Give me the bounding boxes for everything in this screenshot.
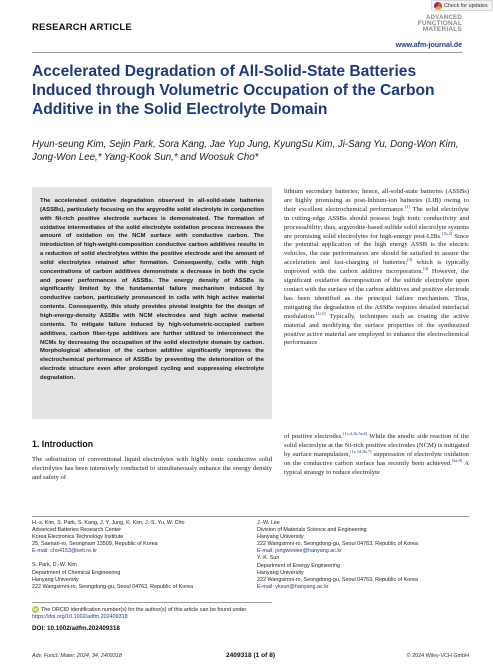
email-link[interactable]: E-mail: yksun@hanyang.ac.kr <box>257 583 329 590</box>
affiliation-line: 222 Wangsimni-ro, Seongdong-gu, Seoul 04763, Republic of Korea <box>257 541 419 548</box>
orcid-note-text: The ORCID identification number(s) for the author(s) of this article can be found under <box>41 606 247 613</box>
affiliation-line: 222 Wangsimni-ro, Seongdong-gu, Seoul 04763, Republic of Korea <box>257 576 419 583</box>
article-doi: DOI: 10.1002/adfm.202409318 <box>32 625 120 632</box>
citation-link[interactable]: [1b,2] <box>441 230 453 236</box>
abstract <box>32 187 272 419</box>
affiliation-line: J.-W. Lee <box>257 520 280 526</box>
page-header <box>32 16 462 52</box>
affiliation-line: 25, Saenari-ro, Seongnam 13509, Republic of Korea <box>32 541 158 548</box>
citation-link[interactable]: [3] <box>407 257 413 263</box>
body-text: Typically, techniques such as coating the active material and modifying the surface properties of the synthesized positive active material are employed to enhance the electrochemical performance <box>284 312 469 347</box>
introduction-section <box>32 440 272 483</box>
footer-copyright: © 2024 Wiley-VCH GmbH <box>406 653 469 659</box>
journal-logo <box>418 16 462 33</box>
check-for-updates-label: Check for updates <box>444 2 488 9</box>
journal-logo-line2: FUNCTIONAL <box>417 20 462 28</box>
footer-citation: Adv. Funct. Mater. 2024, 34, 2409318 <box>32 653 122 659</box>
affiliation-line: Department of Energy Engineering <box>257 562 341 569</box>
citation-link[interactable]: [1] <box>404 203 410 209</box>
citation-link[interactable]: [1c,d,1h,5a,6] <box>342 430 368 436</box>
journal-logo-line1: ADVANCED <box>426 15 462 21</box>
article-title: Accelerated Degradation of All-Solid-State Batteries Induced through Volumetric Occupation of the Carbon Additive in the Solid Electrolyte Domain <box>32 63 435 118</box>
email-link[interactable]: E-mail: cho4153@keti.re.kr <box>32 548 98 555</box>
body-right-column-continued <box>284 430 469 478</box>
crossmark-icon <box>434 2 442 10</box>
header-divider <box>32 52 462 53</box>
citation-link[interactable]: [1f,5] <box>315 310 326 316</box>
affiliation-line: Hanyang University <box>32 576 79 583</box>
orcid-divider <box>32 602 272 603</box>
journal-logo-line3: MATERIALS <box>422 26 462 34</box>
author-list: Hyun-seung Kim, Sejin Park, Sora Kang, Jae Yup Jung, KyungSu Kim, Ji-Sang Yu, Dong-Won Kim, Jong-Won Lee,* Yang-Kook Sun,* and Woosuk Cho* <box>32 139 459 164</box>
body-paragraph <box>284 188 469 348</box>
footer-page-number: 2409318 (1 of 8) <box>225 652 276 659</box>
body-text: The solid electrolyte in cutting-edge ASSBs should possess high ionic conductivity and processability; thus, argyrodite-based sulfide solid electrolyte systems are promising solid electrolytes for high-energy post-LIBs. <box>284 205 469 240</box>
affiliations-left <box>32 520 272 591</box>
email-link[interactable]: E-mail: jongwonlee@hanyang.ac.kr <box>257 548 342 555</box>
introduction-text: The substitution of conventional liquid electrolytes with highly ionic conductive solid electrolytes has been intensively conducted to simultaneously enhance the energy density and safety of <box>32 455 272 481</box>
body-text: While the anodic side reaction of the solid electrolyte at the Ni-rich positive electrodes (NCM) is mitigated by surface manipulation, <box>284 433 469 458</box>
body-right-column <box>284 188 469 348</box>
orcid-note <box>32 606 272 621</box>
affiliation-line: 222 Wangsimni-ro, Seongdong-gu, Seoul 04763, Republic of Korea <box>32 583 194 590</box>
affiliation-line: Korea Electronics Technology Institute <box>32 534 124 541</box>
body-text: of positive electrodes. <box>284 433 343 440</box>
affiliation-line: Division of Materials Science and Engineering <box>257 527 367 534</box>
body-text: which is typically improved with the carbon additive incorporation. <box>284 259 469 276</box>
abstract-text: The accelerated oxidative degradation observed in all-solid-state batteries (ASSBs), particularly focusing on the argyrodite solid electrolyte in conjunction with Ni-rich positive electrode surfaces is demonstrated. The formation of oxidative intermediates of the solid electrolyte oxidation process increases the amount of oxidation on the NCM surface with conductive carbon. The introduction of high-weight-composition conductive carbon additives results in a reduction of solid electrolytes within the positive electrode and the amount of solid electrolytes retained after formation. Consequently, cells with high concentrations of carbon additives demonstrate a decrease in both the cycle and power performances of ASSBs. The energy density of ASSBs is significantly limited by the fundamental failure mechanism induced by conductive carbon, particularly pronounced in cells with high active material contents. Consequently, this study provides pivotal insights for the design of high-energy-density ASSBs with NCM electrodes and high active material contents. To mitigate failure induced by high-volumetric-occupied carbon additives, carbon fiber-type additives are further utilized to interconnect the NCMs by decreasing the occupation of the solid electrolyte domain by carbon. Morphological alteration of the carbon additive significantly improves the electrochemical performance of ASSBs by preventing the deterioration of the electrode structure even after prolonged cycling and suppressing electrolyte degradation. <box>40 198 264 381</box>
body-text: However, the significant oxidative decomposition of the sulfide electrolyte upon contact with the surface of the carbon additives and positive electrode has been identified as the principal failure mechanism. Thus, mitigating the degradation of the ASSBs requires detailed interfacial modulation. <box>284 268 470 320</box>
body-text: suppression of electrolyte oxidation on the conductive carbon surface has recently been achieved. <box>284 450 469 467</box>
check-for-updates-button[interactable] <box>431 0 493 11</box>
affiliation-spacer <box>32 555 272 562</box>
affiliation-line: H.-s. Kim, S. Park, S. Kang, J. Y. Jung, K. Kim, J.-S. Yu, W. Cho <box>32 520 185 526</box>
section-heading-introduction: 1. Introduction <box>32 439 94 449</box>
journal-url-link[interactable]: www.afm-journal.de <box>395 42 462 49</box>
body-text: A typical strategy to reduce electrolyte <box>284 459 469 476</box>
body-text: lithium secondary batteries; hence, all-solid-state batteries (ASSBs) are highly promising as post-lithium-ion batteries (LIB) owing to their excellent electrochemical performance. <box>284 188 469 213</box>
page-footer <box>32 652 469 662</box>
citation-link[interactable]: [4a,8] <box>451 457 463 463</box>
citation-link[interactable]: [1e,1d,6b,7] <box>350 448 372 454</box>
affiliation-line: Y.-K. Sun <box>257 555 280 562</box>
affiliation-line: S. Park, D.-W. Kim <box>32 562 77 569</box>
orcid-icon: iD <box>33 607 38 612</box>
affiliation-line: Advanced Batteries Research Center <box>32 527 121 534</box>
body-text: Since the potential application of the high energy ASSB is the electric vehicles, the rate performances are should be satisfied to assure the acceleration and fast-charging of batteries; <box>284 232 469 267</box>
article-type-label: RESEARCH ARTICLE <box>32 22 132 33</box>
affiliations-right <box>257 520 469 591</box>
citation-link[interactable]: [4] <box>423 265 429 271</box>
body-paragraph <box>284 430 469 478</box>
affiliation-line: Hanyang University <box>257 569 304 576</box>
affiliation-line: Hanyang University <box>257 534 304 541</box>
affiliation-line: Department of Chemical Engineering <box>32 569 121 576</box>
footnote-divider <box>32 516 469 517</box>
orcid-doi-link[interactable]: https://doi.org/10.1002/adfm.202409318 <box>32 614 128 621</box>
